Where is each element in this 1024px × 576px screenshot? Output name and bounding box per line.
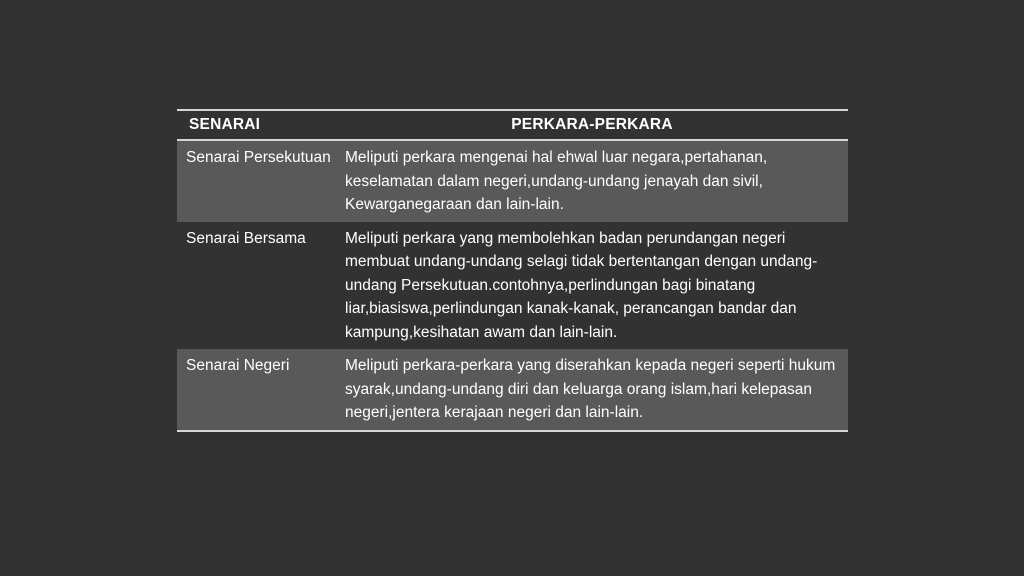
list-name-cell: Senarai Negeri <box>177 349 336 431</box>
list-name-cell: Senarai Bersama <box>186 229 306 247</box>
header-senarai: SENARAI <box>177 110 336 140</box>
table-header-row <box>177 110 848 140</box>
constitution-lists-table <box>177 109 848 432</box>
table-row-senarai-negeri <box>177 349 848 431</box>
table-row-senarai-persekutuan <box>177 140 848 222</box>
matters-cell: Meliputi perkara-perkara yang diserahkan kepada negeri seperti hukum syarak,undang-undang diri dan keluarga orang islam,hari kelepasan negeri,jentera kerajaan negeri dan lain-lain. <box>336 349 848 431</box>
header-perkara-perkara: PERKARA-PERKARA <box>336 110 848 140</box>
matters-cell: Meliputi perkara mengenai hal ehwal luar negara,pertahanan, keselamatan dalam negeri,undang-undang jenayah dan sivil, Kewarganegaraan dan lain-lain. <box>336 140 848 222</box>
matters-cell: Meliputi perkara yang membolehkan badan perundangan negeri membuat undang-undang selagi tidak bertentangan dengan undang-undang Persekutuan.contohnya,perlindungan bagi binatang liar,biasiswa,perlindungan kanak-kanak, perancangan bandar dan kampung,kesihatan awam dan lain-lain. <box>345 229 818 341</box>
list-name-cell: Senarai Persekutuan <box>177 140 336 222</box>
table-row-senarai-bersama <box>177 222 848 350</box>
